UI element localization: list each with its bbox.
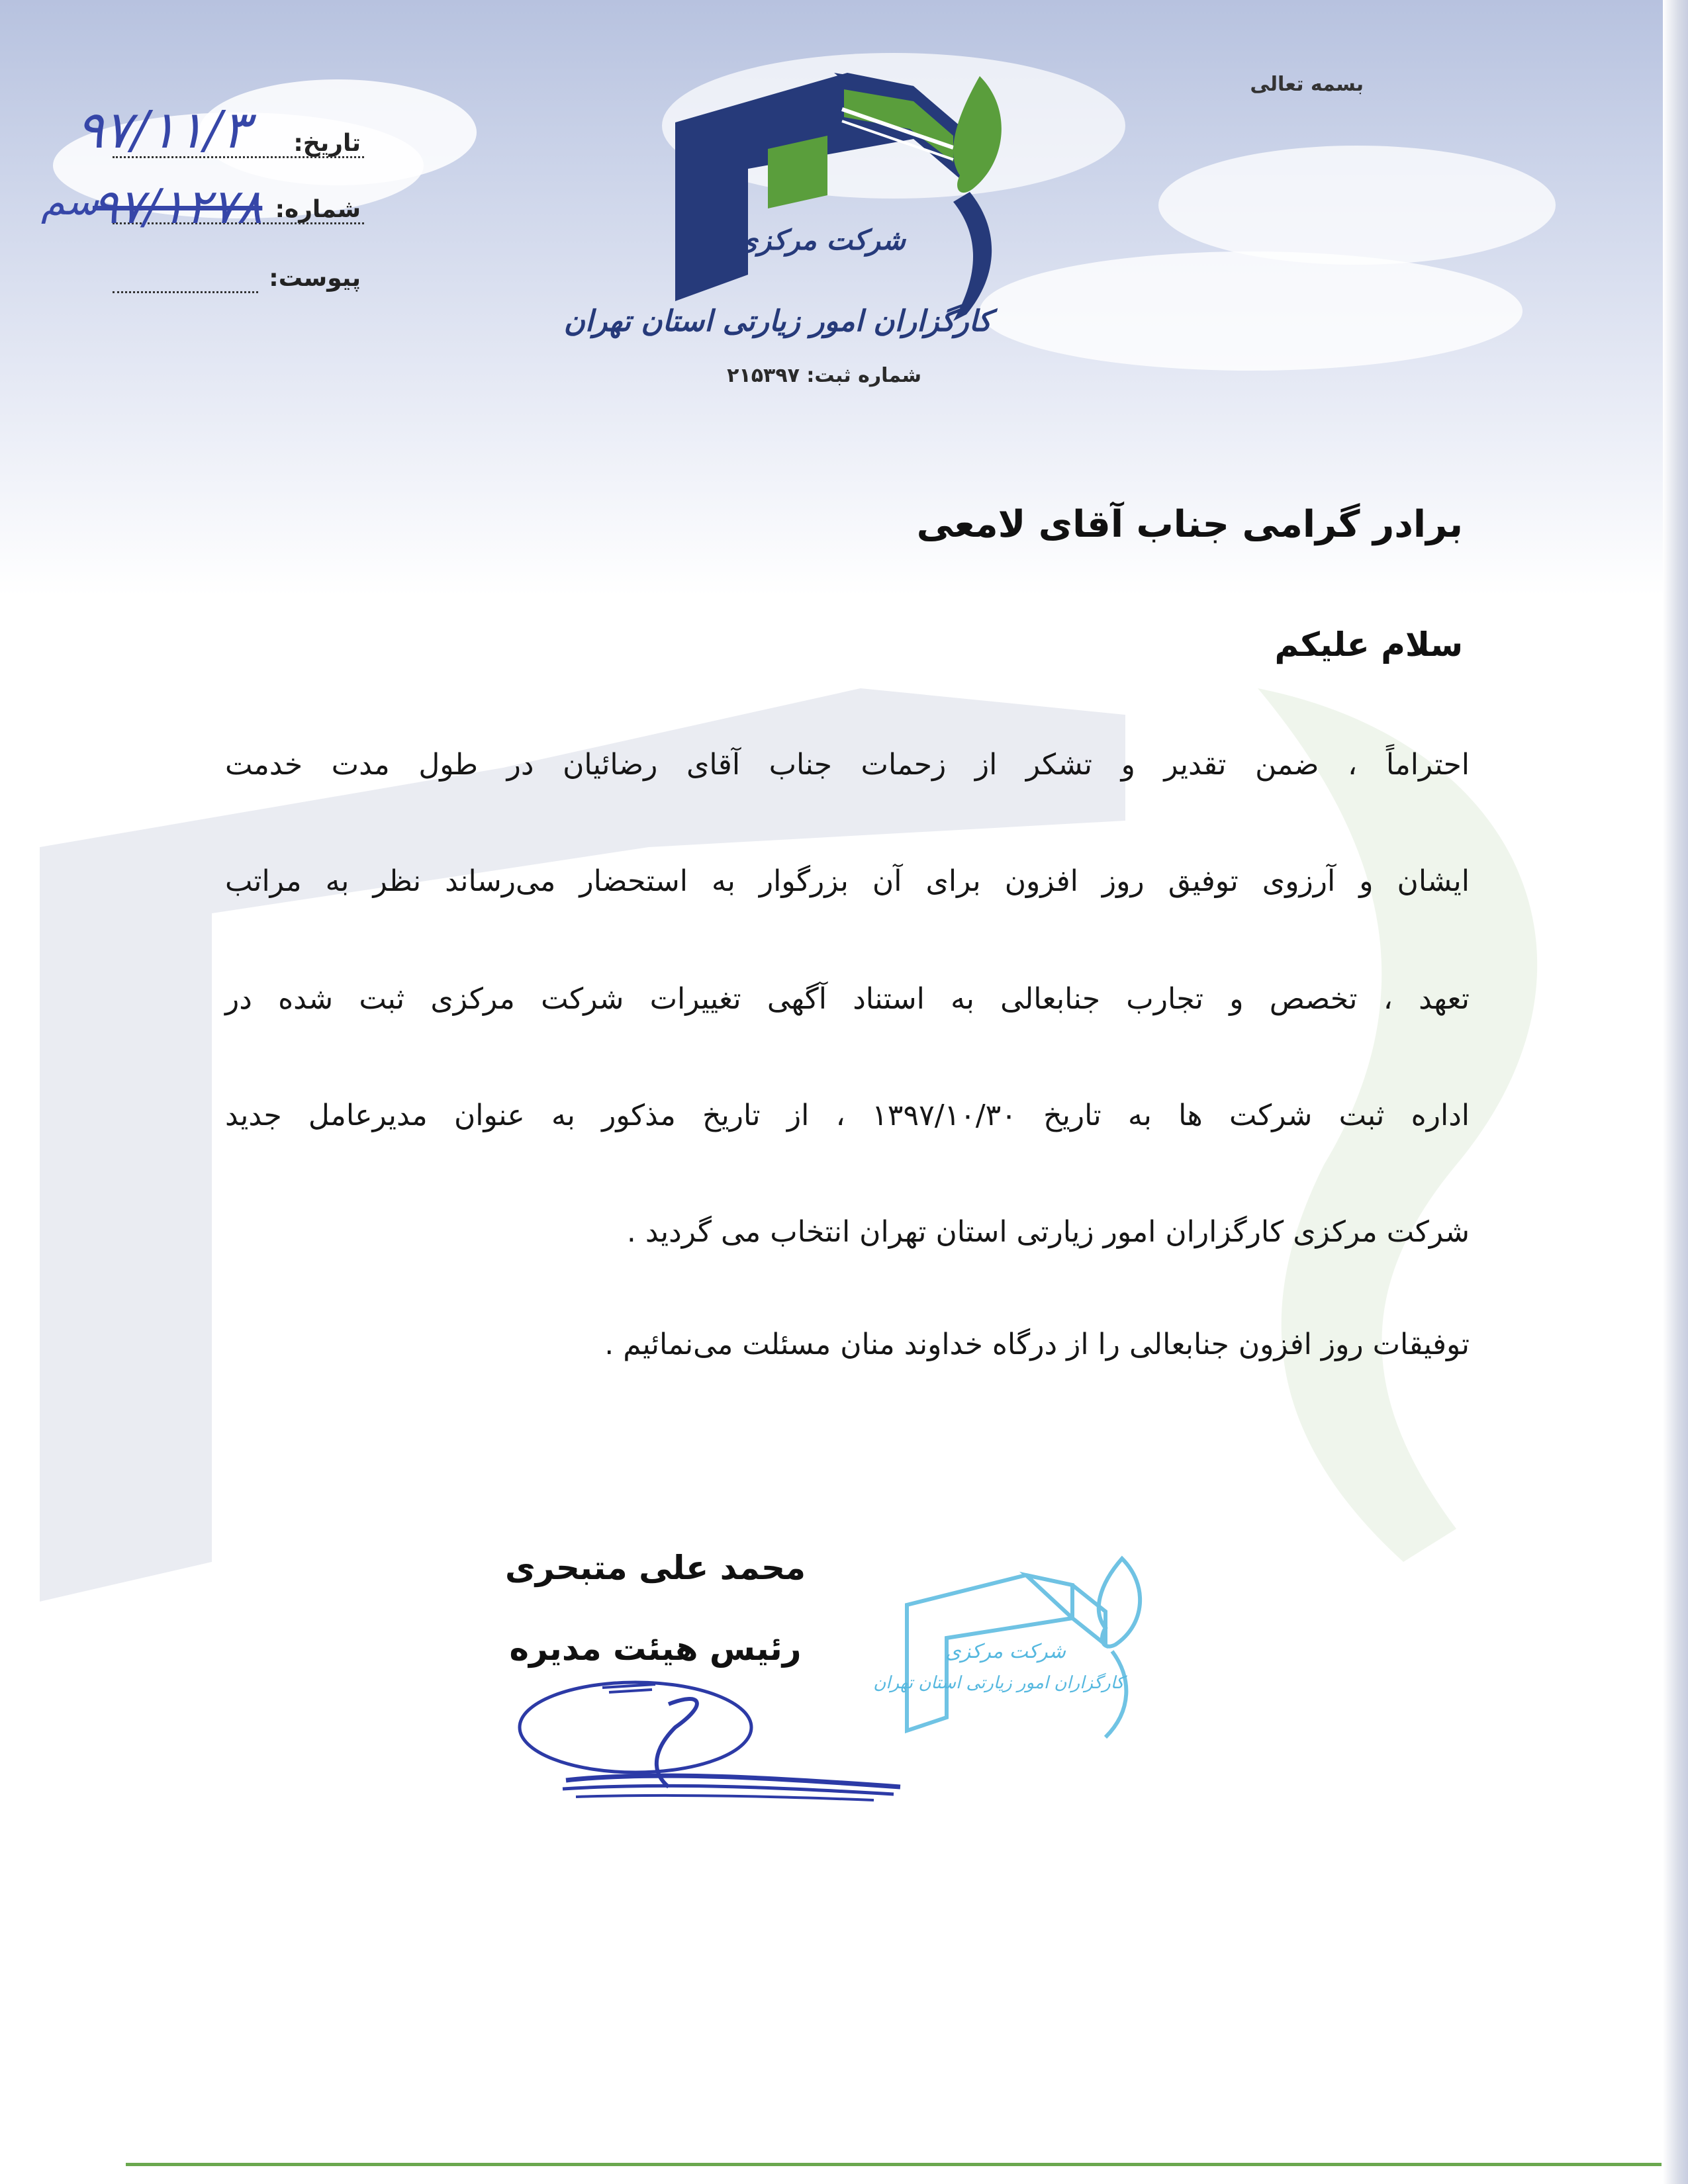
salutation-header: بسمه تعالی — [1250, 73, 1364, 96]
logo-company-line2: کارگزاران امور زیارتی استان تهران — [563, 304, 992, 338]
body-paragraph-line: اداره ثبت شرکت ها به تاریخ ۱۳۹۷/۱۰/۳۰ ، از تاریخ مذکور به عنوان مدیرعامل جدید — [225, 1099, 1470, 1132]
date-handwritten: ۹۷/۱۱/۳ — [76, 101, 250, 160]
stamp-line1: شرکت مرکزی — [945, 1640, 1066, 1663]
number-handwritten: ۹۷/۱۲۷۸ — [93, 179, 263, 234]
number-label: شماره: — [275, 196, 361, 223]
signer-title: رئیس هیئت مدیره — [509, 1629, 802, 1668]
cloud-shape — [1158, 146, 1556, 265]
body-paragraph-line: تعهد ، تخصص و تجارب جنابعالی به استناد آگهی تغییرات شرکت مرکزی ثبت شده در — [225, 982, 1470, 1016]
recipient-line: برادر گرامی جناب آقای لامعی — [916, 503, 1463, 546]
date-label: تاریخ: — [293, 130, 361, 157]
attachment-label: پیوست: — [269, 265, 361, 292]
attachment-dotted-line — [113, 291, 258, 293]
logo-company-line1: شرکت مرکزی — [736, 224, 906, 256]
greeting-line: سلام علیکم — [1274, 625, 1463, 664]
handwritten-signature — [503, 1664, 914, 1830]
number-handwritten-suffix: سم — [41, 179, 99, 224]
registration-number: شماره ثبت: ۲۱۵۳۹۷ — [727, 364, 921, 387]
stamp-line2: کارگزاران امور زیارتی استان تهران — [873, 1673, 1124, 1693]
signer-name: محمد علی متبحری — [504, 1549, 806, 1587]
body-paragraph-line: توفیقات روز افزون جنابعالی را از درگاه خداوند منان مسئلت می‌نمائیم . — [604, 1328, 1470, 1361]
body-paragraph-line: شرکت مرکزی کارگزاران امور زیارتی استان تهران انتخاب می گردید . — [626, 1215, 1470, 1249]
body-paragraph-line: احتراماً ، ضمن تقدیر و تشکر از زحمات جناب آقای رضائیان در طول مدت خدمت — [225, 748, 1470, 782]
footer-rule — [126, 2163, 1662, 2166]
cloud-shape — [980, 251, 1523, 371]
body-paragraph-line: ایشان و آرزوی توفیق روز افزون برای آن بزرگوار به استحضار می‌رساند نظر به مراتب — [225, 864, 1470, 898]
